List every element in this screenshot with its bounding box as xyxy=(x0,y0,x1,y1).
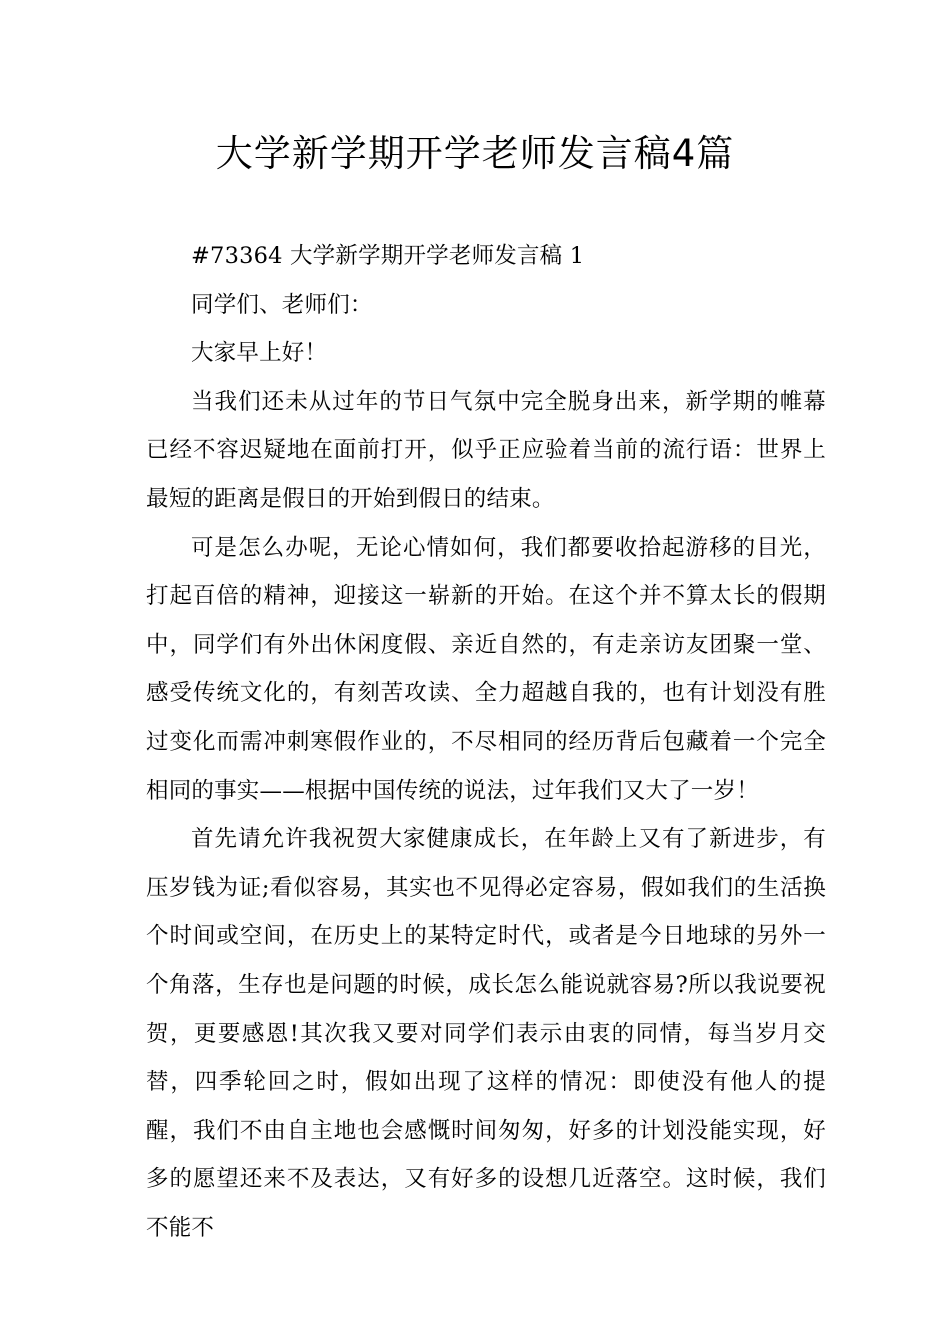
document-title: 大学新学期开学老师发言稿4篇 xyxy=(215,132,735,175)
paragraph: 可是怎么办呢，无论心情如何，我们都要收拾起游移的目光，打起百倍的精神，迎接这一崭新的开始。在这个并不算太长的假期中，同学们有外出休闲度假、亲近自然的，有走亲访友团聚一堂、感受传统文化的，有刻苦攻读、全力超越自我的，也有计划没有胜过变化而需冲刺寒假作业的，不尽相同的经历背后包藏着一个完全相同的事实——根据中国传统的说法，过年我们又大了一岁！ xyxy=(146,534,826,804)
greeting: 大家早上好！ xyxy=(191,340,328,367)
paragraph: 当我们还未从过年的节日气氛中完全脱身出来，新学期的帷幕已经不容迟疑地在面前打开，似乎正应验着当前的流行语：世界上最短的距离是假日的开始到假日的结束。 xyxy=(146,388,826,512)
document-body xyxy=(146,232,826,1252)
section-heading: #73364 大学新学期开学老师发言稿 1 xyxy=(191,243,585,269)
salutation: 同学们、老师们： xyxy=(191,291,373,318)
paragraph: 首先请允许我祝贺大家健康成长，在年龄上又有了新进步，有压岁钱为证;看似容易，其实也不见得必定容易，假如我们的生活换个时间或空间，在历史上的某特定时代，或者是今日地球的另外一个角落，生存也是问题的时候，成长怎么能说就容易?所以我说要祝贺，更要感恩!其次我又要对同学们表示由衷的同情，每当岁月交替，四季轮回之时，假如出现了这样的情况：即使没有他人的提醒，我们不由自主地也会感慨时间匆匆，好多的计划没能实现，好多的愿望还来不及表达，又有好多的设想几近落空。这时候，我们不能不 xyxy=(146,826,826,1241)
